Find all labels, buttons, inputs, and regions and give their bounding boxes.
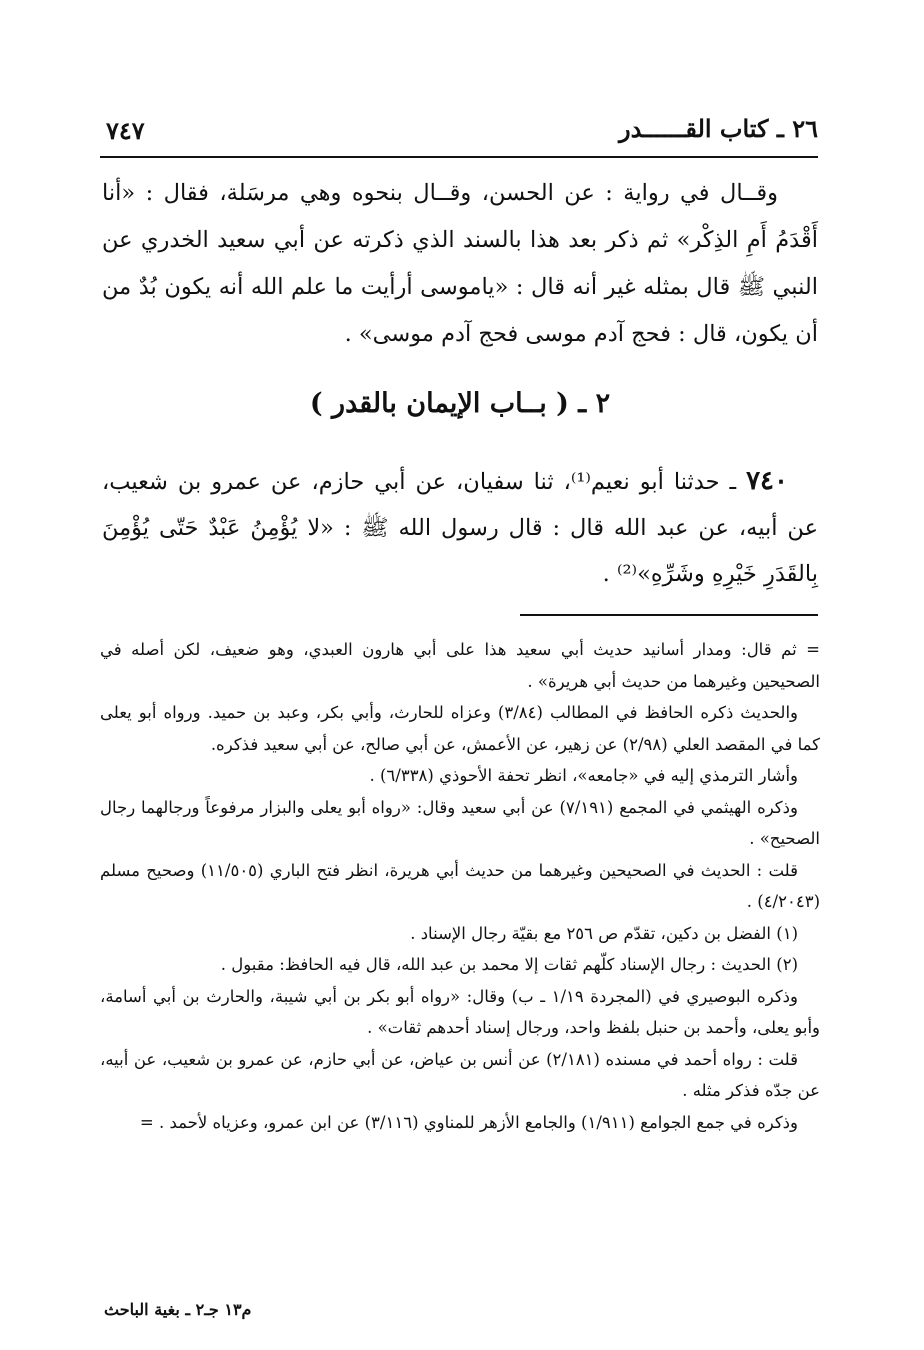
header-rule [100, 156, 818, 158]
footnote-rule [520, 614, 818, 616]
footnote-line: (١) الفضل بن دكين، تقدّم ص ٢٥٦ مع بقيّة رجال الإسناد . [410, 923, 798, 943]
footnote-line: قلت : الحديث في الصحيحين وغيرهما من حديث أبي هريرة، انظر فتح الباري (١١/٥٠٥) وصحيح مسلم (٤/٢٠٤٣) . [100, 860, 820, 911]
chapter-title: ٢ ـ ( بــاب الإيمان بالقدر ) [309, 388, 611, 419]
footnote-line: والحديث ذكره الحافظ في المطالب (٣/٨٤) وعزاه للحارث، وأبي بكر، وعبد بن حميد. ورواه أبو يعلى كما في المقصد العلي (٢/٩٨) عن زهير، عن الأعمش، عن أبي صالح، عن أبي سعيد فذكره. [100, 703, 820, 754]
main-paragraph: وقــال في رواية : عن الحسن، وقــال بنحوه وهي مرسَلة، فقال : «أنا أَقْدَمُ أَمِ الذِكْر» ثم ذكر بعد هذا بالسند الذي ذكرته عن أبي سعيد الخدري عن النبي ﷺ قال بمثله غير أنه قال : «ياموسى أرأيت ما علم الله أنه يكون بُدٌ من أن يكون، قال : فحج آدم موسى فحج آدم موسى» . [102, 180, 818, 347]
hadith-text: ـ حدثنا أبو نعيم⁽¹⁾، ثنا سفيان، عن أبي حازم، عن عمرو بن شعيب، عن أبيه، عن عبد الله قال : قال رسول الله ﷺ : «لا يُؤْمِنُ عَبْدٌ حَتّى يُؤْمِنَ بِالقَدَرِ خَيْرِهِ وشَرِّهِ»⁽²⁾ . [102, 469, 818, 587]
footnote-line: وذكره البوصيري في (المجردة ١/١٩ ـ ب) وقال: «رواه أبو بكر بن أبي شيبة، والحارث بن أبي أسامة، وأبو يعلى، وأحمد بن حنبل بلفظ واحد، ورجال إسناد أحدهم ثقات» . [100, 986, 820, 1037]
hadith-number: ٧٤٠ [746, 466, 788, 496]
hadith-block [102, 458, 818, 597]
footnote-line: (٢) الحديث : رجال الإسناد كلّهم ثقات إلا محمد بن عبد الله، قال فيه الحافظ: مقبول . [220, 955, 798, 974]
footnote-line: وذكره الهيثمي في المجمع (٧/١٩١) عن أبي سعيد وقال: «رواه أبو يعلى والبزار مرفوعاً ورجالهما رجال الصحيح» . [100, 797, 820, 848]
hadith-paragraph [102, 458, 818, 597]
page-number: ٧٤٧ [106, 116, 145, 145]
footnote-line: = ثم قال: ومدار أسانيد حديث أبي سعيد هذا على أبي هارون العبدي، وهو ضعيف، لكن أصله في الصحيحين وغيرهما من حديث أبي هريرة» . [100, 640, 820, 691]
footnotes [100, 634, 820, 1138]
running-title: ٢٦ ـ كتاب القــــــدر [619, 114, 818, 143]
page-header [100, 108, 818, 152]
footnote-line: وذكره في جمع الجوامع (١/٩١١) والجامع الأزهر للمناوي (٣/١١٦) عن ابن عمرو، وعزياه لأحمد . = [139, 1112, 798, 1132]
main-text [102, 170, 818, 358]
page-footer: م١٣ جـ٢ ـ بغية الباحث [104, 1300, 252, 1319]
footnote-line: وأشار الترمذي إليه في «جامعه»، انظر تحفة الأحوذي (٦/٣٣٨) . [369, 766, 798, 785]
footnote-line: قلت : رواه أحمد في مسنده (٢/١٨١) عن أنس بن عياض، عن أبي حازم، عن عمرو بن شعيب، عن أبيه، عن جدّه فذكر مثله . [100, 1049, 820, 1100]
